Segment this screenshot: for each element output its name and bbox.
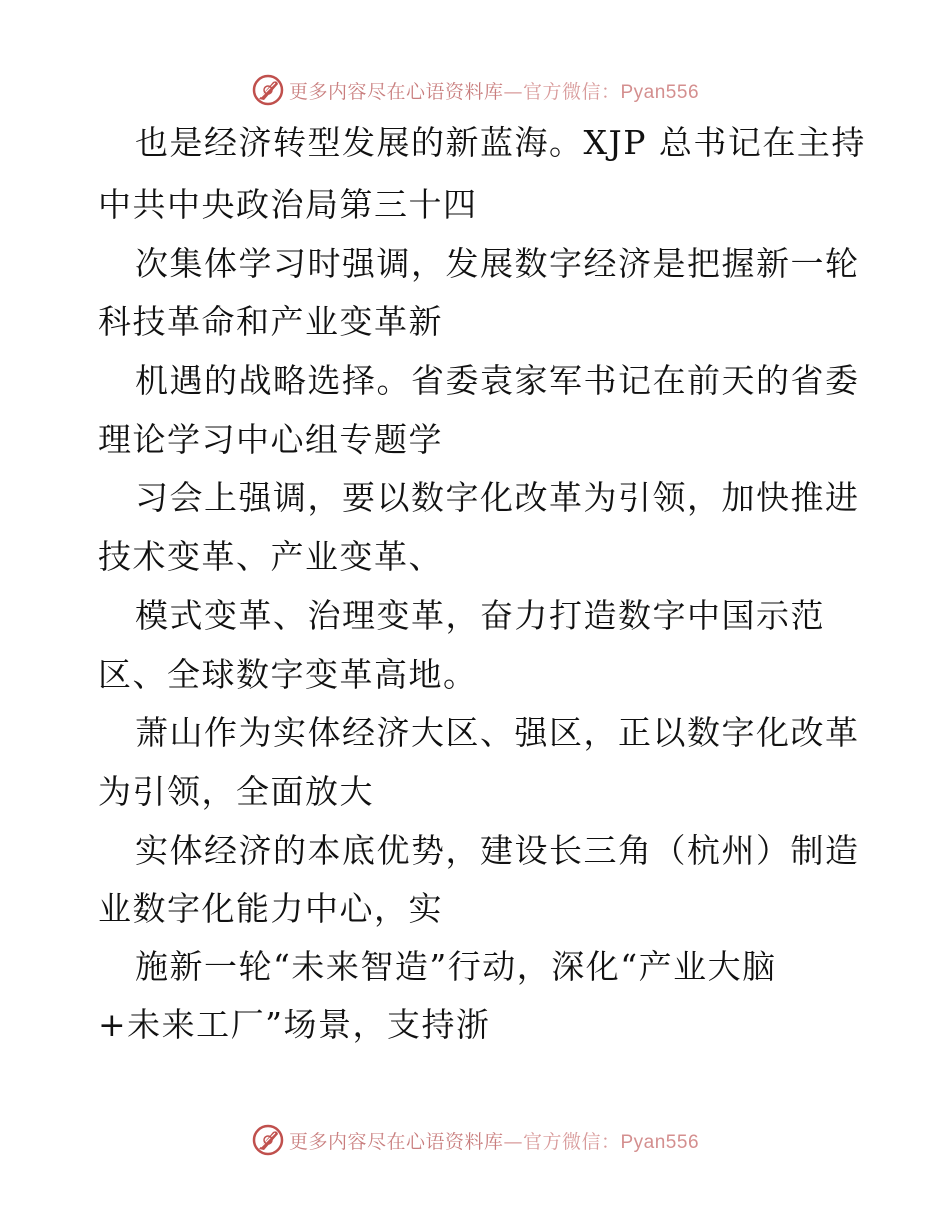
header-banner [0, 70, 950, 110]
footer-banner [0, 1120, 950, 1160]
banner-wechat-label: 官方微信： [522, 1130, 621, 1153]
text-line: 萧山作为实体经济大区、强区，正以数字化改革 [135, 713, 860, 752]
banner-wechat-label: 官方微信： [522, 80, 621, 103]
text-line: 施新一轮“未来智造”行动，深化“产业大脑 [135, 947, 777, 986]
quill-logo-icon [251, 1123, 285, 1157]
banner-text [289, 1127, 699, 1154]
text-line: 习会上强调，要以数字化改革为引领，加快推进 [135, 478, 860, 517]
banner-dash: — [503, 1130, 523, 1153]
text-line: 模式变革、治理变革，奋力打造数字中国示范 [135, 596, 825, 635]
text-line: 技术变革、产业变革、 [98, 537, 443, 576]
banner-wechat-id: Pyan556 [620, 1131, 700, 1153]
text-line: 也是经济转型发展的新蓝海。XJP 总书记在主持 [135, 123, 866, 162]
text-line: 为引领，全面放大 [98, 772, 374, 811]
text-line: 次集体学习时强调，发展数字经济是把握新一轮 [135, 244, 860, 283]
banner-main-text: 更多内容尽在心语资料库 [288, 1130, 504, 1153]
text-line: 科技革命和产业变革新 [98, 302, 443, 341]
quill-logo-icon [251, 73, 285, 107]
text-line: 机遇的战略选择。省委袁家军书记在前天的省委 [135, 361, 860, 400]
banner-wechat-id: Pyan556 [620, 81, 700, 103]
banner-text [289, 77, 699, 104]
text-line: 中共中央政治局第三十四 [98, 185, 478, 224]
banner-dash: — [503, 80, 523, 103]
text-line: +未来工厂”场景，支持浙 [98, 1005, 491, 1044]
text-line: 区、全球数字变革高地。 [98, 655, 478, 694]
text-line: 业数字化能力中心，实 [98, 889, 443, 928]
text-line: 理论学习中心组专题学 [98, 420, 443, 459]
text-line: 实体经济的本底优势，建设长三角（杭州）制造 [135, 831, 860, 870]
banner-main-text: 更多内容尽在心语资料库 [288, 80, 504, 103]
